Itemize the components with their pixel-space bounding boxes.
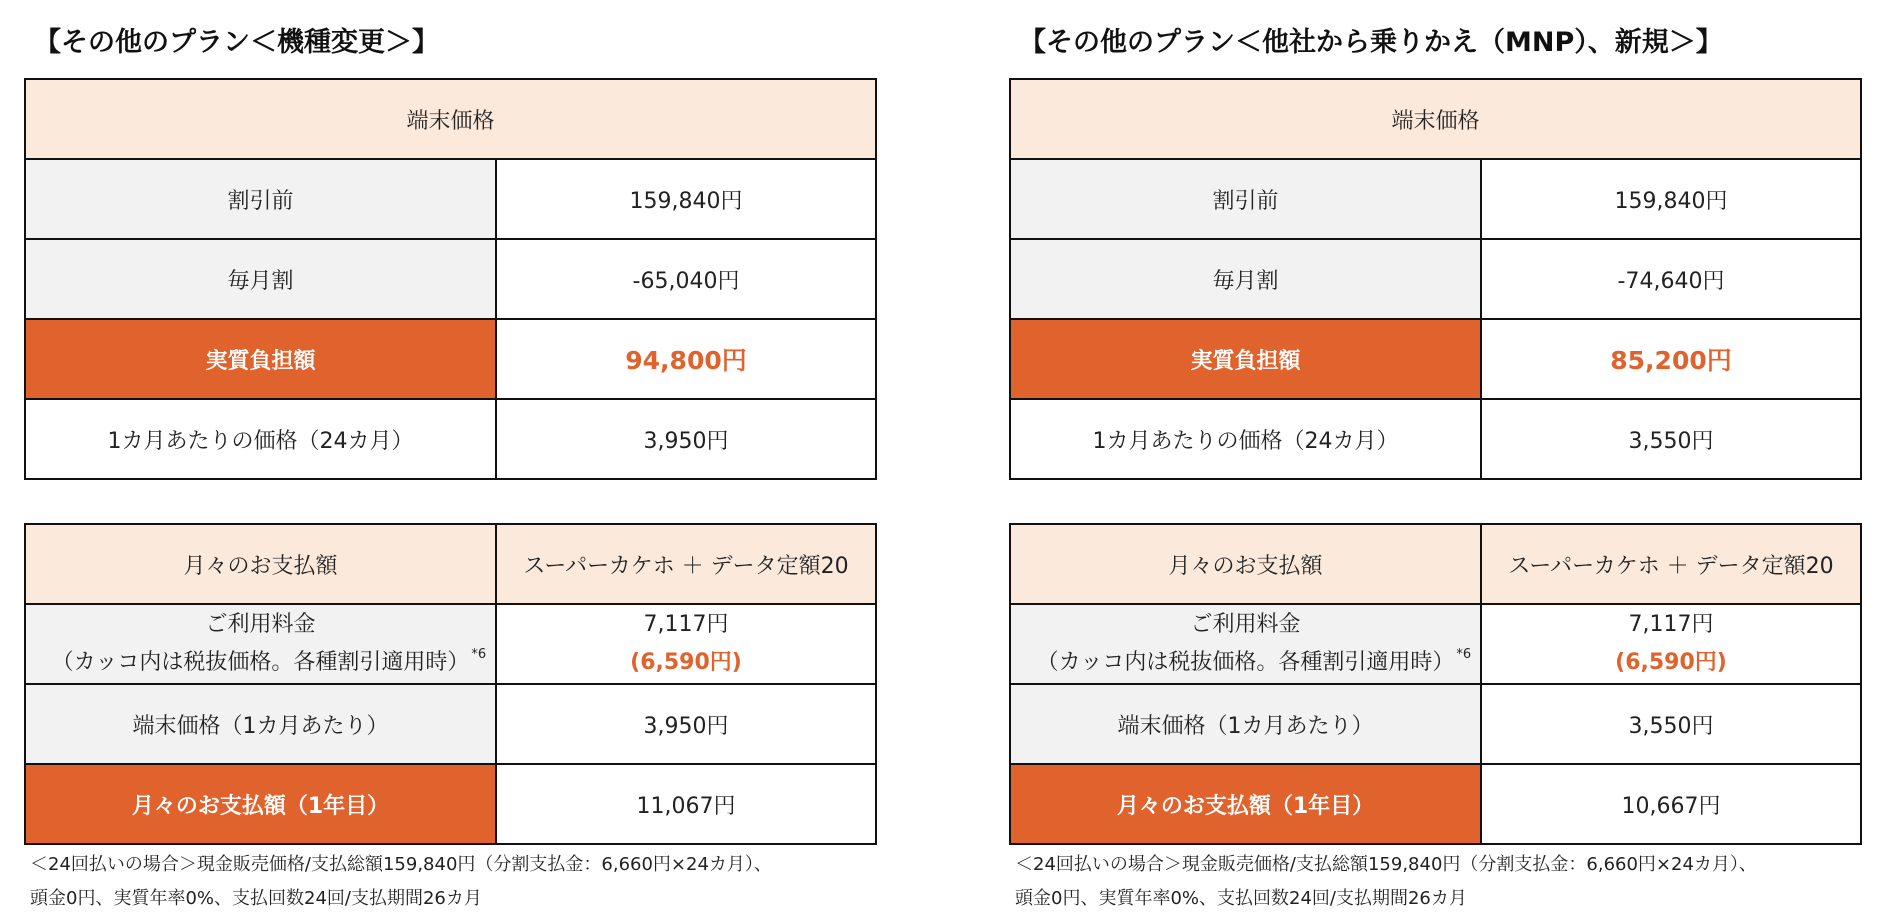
monthly-total-label: 月々のお支払額（1年目） [1010, 764, 1481, 844]
device-price-table [24, 78, 877, 480]
footnote-line-2: 頭金0円、実質年率0%、支払回数24回/支払期間26カ月 [1015, 888, 1467, 909]
monthly-total-value: 10,667円 [1481, 764, 1861, 844]
usage-fee-label [1010, 604, 1481, 684]
usage-fee-tax-excl: (6,590円) [1615, 650, 1727, 675]
device-price-table [1009, 78, 1862, 480]
before-discount-label: 割引前 [25, 159, 496, 239]
table-row [25, 604, 876, 684]
monthly-payment-header-label: 月々のお支払額 [1010, 524, 1481, 604]
installment-footnote [30, 848, 772, 916]
monthly-discount-value: -65,040円 [496, 239, 876, 319]
before-discount-label: 割引前 [1010, 159, 1481, 239]
device-price-header: 端末価格 [25, 79, 876, 159]
table-row [1010, 764, 1861, 844]
per-month-price-label: 1カ月あたりの価格（24カ月） [1010, 399, 1481, 479]
usage-fee-label-line1: ご利用料金 [1190, 612, 1301, 637]
per-month-price-value: 3,950円 [496, 399, 876, 479]
effective-cost-value: 85,200円 [1481, 319, 1861, 399]
effective-cost-label: 実質負担額 [1010, 319, 1481, 399]
table-row [25, 319, 876, 399]
panel-title: 【その他のプラン＜他社から乗りかえ（MNP）、新規＞】 [1019, 27, 1723, 58]
monthly-total-label: 月々のお支払額（1年目） [25, 764, 496, 844]
usage-fee-tax-incl: 7,117円 [643, 612, 729, 637]
table-row [1010, 159, 1861, 239]
plan-name-header: スーパーカケホ ＋ データ定額20 [496, 524, 876, 604]
device-monthly-value: 3,550円 [1481, 684, 1861, 764]
table-row [25, 684, 876, 764]
monthly-total-value: 11,067円 [496, 764, 876, 844]
table-row [25, 239, 876, 319]
monthly-payment-table [1009, 523, 1862, 845]
table-row [1010, 684, 1861, 764]
footnote-marker: *6 [471, 647, 487, 662]
device-monthly-label: 端末価格（1カ月あたり） [25, 684, 496, 764]
per-month-price-label: 1カ月あたりの価格（24カ月） [25, 399, 496, 479]
monthly-payment-table [24, 523, 877, 845]
usage-fee-value [1481, 604, 1861, 684]
usage-fee-label-line2: （カッコ内は税抜価格。各種割引適用時） [51, 650, 470, 675]
usage-fee-label [25, 604, 496, 684]
table-row [1010, 319, 1861, 399]
effective-cost-value: 94,800円 [496, 319, 876, 399]
plan-panel-mnp-new [1009, 0, 1869, 922]
table-row [1010, 604, 1861, 684]
table-row [1010, 239, 1861, 319]
plan-name-header: スーパーカケホ ＋ データ定額20 [1481, 524, 1861, 604]
usage-fee-tax-incl: 7,117円 [1628, 612, 1714, 637]
usage-fee-value [496, 604, 876, 684]
table-row [1010, 399, 1861, 479]
table-row [25, 764, 876, 844]
usage-fee-label-line2: （カッコ内は税抜価格。各種割引適用時） [1036, 650, 1455, 675]
footnote-line-1: ＜24回払いの場合＞現金販売価格/支払総額159,840円（分割支払金：6,660円×24カ月）、 [30, 854, 772, 875]
monthly-discount-label: 毎月割 [25, 239, 496, 319]
device-monthly-value: 3,950円 [496, 684, 876, 764]
device-monthly-label: 端末価格（1カ月あたり） [1010, 684, 1481, 764]
per-month-price-value: 3,550円 [1481, 399, 1861, 479]
before-discount-value: 159,840円 [1481, 159, 1861, 239]
footnote-line-2: 頭金0円、実質年率0%、支払回数24回/支払期間26カ月 [30, 888, 482, 909]
monthly-payment-header-label: 月々のお支払額 [25, 524, 496, 604]
monthly-discount-value: -74,640円 [1481, 239, 1861, 319]
effective-cost-label: 実質負担額 [25, 319, 496, 399]
usage-fee-label-line1: ご利用料金 [205, 612, 316, 637]
monthly-discount-label: 毎月割 [1010, 239, 1481, 319]
footnote-marker: *6 [1456, 647, 1472, 662]
installment-footnote [1015, 848, 1757, 916]
table-row [25, 159, 876, 239]
table-row [25, 399, 876, 479]
device-price-header: 端末価格 [1010, 79, 1861, 159]
panel-title: 【その他のプラン＜機種変更＞】 [34, 27, 439, 58]
plan-panel-model-change [24, 0, 884, 922]
footnote-line-1: ＜24回払いの場合＞現金販売価格/支払総額159,840円（分割支払金：6,660円×24カ月）、 [1015, 854, 1757, 875]
before-discount-value: 159,840円 [496, 159, 876, 239]
usage-fee-tax-excl: (6,590円) [630, 650, 742, 675]
